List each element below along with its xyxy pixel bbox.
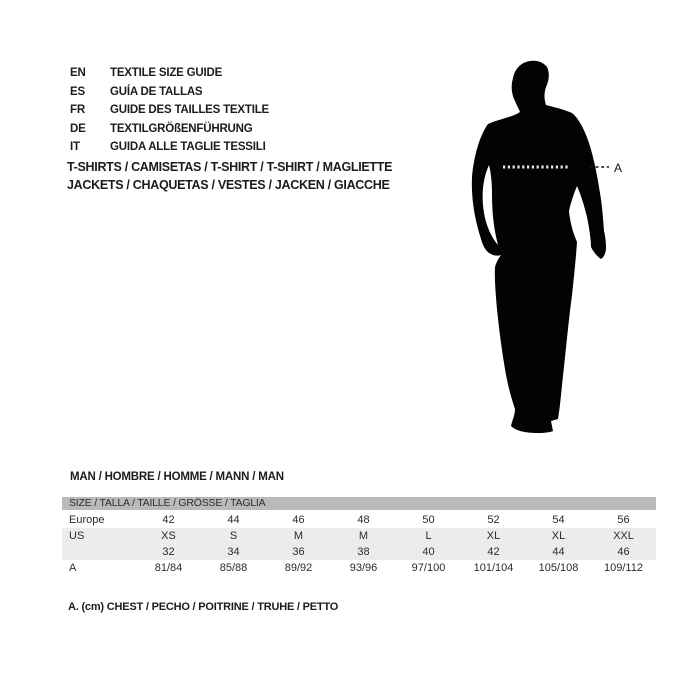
language-row-it (70, 138, 269, 157)
language-list (70, 64, 269, 157)
language-code: EN (70, 67, 86, 80)
cell: 48 (357, 514, 370, 526)
measurement-footnote: A. (cm) CHEST / PECHO / POITRINE / TRUHE / PETTO (68, 601, 339, 613)
cell: 105/108 (538, 562, 579, 574)
cell: 38 (357, 546, 370, 558)
row-label: US (69, 530, 85, 542)
row-label: A (69, 562, 77, 574)
cell: XS (161, 530, 176, 542)
size-table (62, 497, 656, 576)
cell: XXL (613, 530, 634, 542)
cell: XL (551, 530, 566, 542)
cell: 52 (487, 514, 500, 526)
cell: 42 (487, 546, 500, 558)
language-label: GUÍA DE TALLAS (110, 85, 203, 98)
cell: 44 (227, 514, 240, 526)
language-row-en (70, 64, 269, 83)
cell: 54 (552, 514, 565, 526)
table-row-europe (62, 512, 656, 528)
cell: 32 (162, 546, 175, 558)
cell: 85/88 (219, 562, 248, 574)
language-label: TEXTILE SIZE GUIDE (110, 67, 223, 80)
language-label: TEXTILGRÖßENFÜHRUNG (110, 122, 253, 135)
cell: M (358, 530, 369, 542)
man-silhouette (425, 45, 645, 455)
cell: M (293, 530, 304, 542)
cell: 97/100 (411, 562, 446, 574)
cell: 36 (292, 546, 305, 558)
product-types (67, 158, 392, 194)
cell: 81/84 (154, 562, 183, 574)
language-row-de (70, 120, 269, 139)
language-code: FR (70, 104, 85, 117)
cell: L (425, 530, 432, 542)
cell: XL (486, 530, 501, 542)
language-row-es (70, 83, 269, 102)
man-silhouette-shape (472, 61, 606, 433)
chest-measure-label: A (614, 161, 623, 175)
cell: 34 (227, 546, 240, 558)
cell: 50 (422, 514, 435, 526)
cell: 40 (422, 546, 435, 558)
size-table-header: SIZE / TALLA / TAILLE / GRÖSSE / TAGLIA (62, 497, 656, 510)
language-code: IT (70, 141, 80, 154)
product-line-jackets: JACKETS / CHAQUETAS / VESTES / JACKEN / GIACCHE (67, 178, 390, 192)
language-row-fr (70, 101, 269, 120)
cell: 56 (617, 514, 630, 526)
cell: 109/112 (604, 562, 643, 574)
product-line-tshirts: T-SHIRTS / CAMISETAS / T-SHIRT / T-SHIRT / MAGLIETTE (67, 160, 393, 174)
section-heading-man: MAN / HOMBRE / HOMME / MANN / MAN (70, 471, 284, 483)
language-code: ES (70, 85, 85, 98)
table-row-chest (62, 560, 656, 576)
table-row-stripe (62, 544, 656, 560)
cell: 89/92 (284, 562, 313, 574)
cell: 42 (162, 514, 175, 526)
cell: 44 (552, 546, 565, 558)
cell: 101/104 (473, 562, 514, 574)
table-row-stripe (62, 528, 656, 544)
language-code: DE (70, 122, 86, 135)
row-label: Europe (69, 514, 105, 526)
language-label: GUIDE DES TAILLES TEXTILE (110, 104, 269, 117)
cell: 46 (292, 514, 305, 526)
cell: 46 (617, 546, 630, 558)
cell: S (229, 530, 238, 542)
cell: 93/96 (349, 562, 378, 574)
man-figure (425, 45, 645, 455)
language-label: GUIDA ALLE TAGLIE TESSILI (110, 141, 266, 154)
